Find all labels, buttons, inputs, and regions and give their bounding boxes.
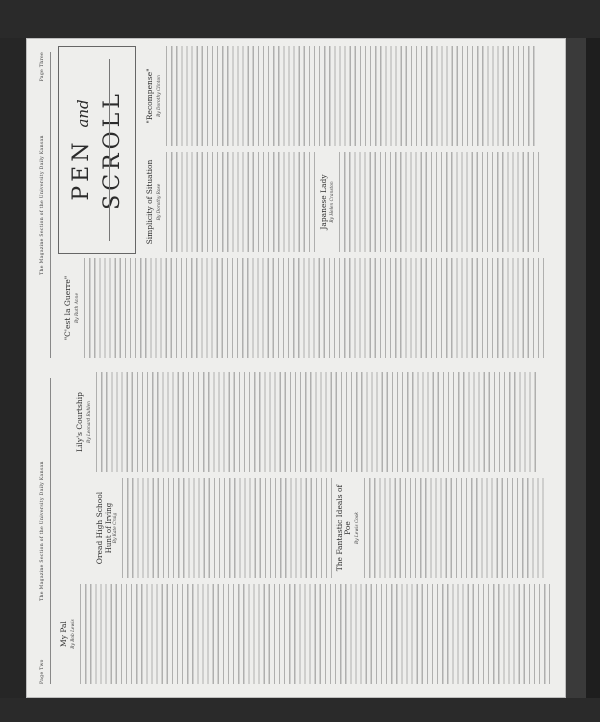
article-title: Lily's Courtship [75, 392, 84, 452]
magazine-spread [34, 46, 556, 690]
left-head-rule [50, 378, 51, 684]
left-running-title: The Magazine Section of the University Daily Kansan [40, 461, 45, 601]
article-title: Oread High School [95, 491, 104, 565]
article-byline: By Dorothy Clinton [156, 75, 162, 117]
right-column-2 [142, 152, 550, 252]
body-text-block [84, 258, 544, 358]
body-text-block [166, 46, 536, 146]
article-byline: By Kate Craig [112, 512, 118, 544]
left-column-1 [56, 584, 550, 684]
body-text-block [96, 372, 536, 472]
article-byline: By Ruth Anne [74, 293, 80, 323]
masthead-and: and [74, 99, 92, 128]
page-edge-shadow [566, 38, 586, 698]
masthead-rule [109, 59, 110, 241]
viewer-left-band [0, 38, 26, 698]
article-title: The Fantastic Ideals of Poe [334, 484, 353, 572]
body-text-block [80, 584, 550, 684]
viewer-top-band [0, 0, 600, 38]
article-byline: By Leonard Ruhlen [86, 401, 92, 443]
right-page [34, 46, 556, 364]
right-column-1 [56, 258, 550, 358]
right-page-number: Page Three [40, 52, 45, 82]
article-title: My Pal [59, 621, 68, 647]
article-byline: By Dorothy Rose [156, 183, 162, 221]
article-byline: By Lewis Cook [354, 511, 360, 545]
left-page-number: Page Two [40, 659, 45, 684]
left-column-2 [56, 478, 550, 578]
article-byline: By Bob Lewis [70, 619, 76, 649]
body-text-block [166, 152, 316, 252]
body-text-block [122, 478, 332, 578]
article-title: Simplicity of Situation [145, 159, 154, 245]
body-text-block [364, 478, 544, 578]
right-running-title: The Magazine Section of the University Daily Kansan [40, 135, 45, 275]
right-head-rule [50, 52, 51, 358]
viewer-bottom-band [0, 698, 600, 722]
right-running-head [40, 52, 48, 358]
masthead-word-1: PEN [69, 138, 94, 201]
masthead-word-2: SCROLL [100, 90, 125, 210]
article-byline: By Helen Cranston [330, 181, 336, 223]
article-title: Japanese Lady [318, 174, 328, 230]
left-page [34, 372, 556, 690]
body-text-block [339, 152, 539, 252]
right-column-3 [142, 46, 550, 146]
masthead-title [67, 47, 128, 253]
left-column-3 [56, 372, 550, 472]
article-title: "C'est la Guerre" [63, 275, 72, 341]
left-running-head [40, 378, 48, 684]
masthead [58, 46, 136, 254]
article-title: "Recompense" [145, 68, 154, 124]
article-subtitle: Hunt of Irving [104, 502, 113, 554]
